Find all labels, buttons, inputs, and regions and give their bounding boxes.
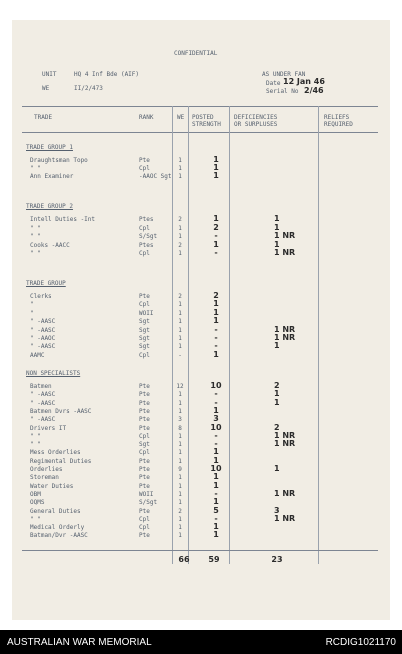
row-deficiency: 1 (274, 389, 280, 399)
row-we: 3 (178, 416, 182, 424)
date-value: 12 Jan 46 (283, 77, 325, 86)
row-posted: - (214, 439, 218, 449)
row-deficiency: 1 NR (274, 248, 296, 257)
row-posted: 1 (213, 480, 219, 490)
row-trade: Intell Duties -Int (30, 216, 96, 223)
row-trade: " -AASC (30, 391, 56, 399)
header-top-rule (22, 106, 378, 107)
row-trade: Regimental Duties (30, 457, 92, 465)
row-deficiency: 1 (274, 214, 280, 223)
row-we: 2 (178, 507, 182, 515)
row-rank: Pte (139, 416, 150, 424)
row-deficiency: 1 (274, 341, 280, 351)
row-posted: 1 (213, 239, 219, 249)
row-trade: Batmen Dvrs -AASC (30, 407, 92, 415)
row-posted: 1 (213, 349, 219, 359)
col-def-1: DEFICIENCIES (234, 114, 278, 121)
row-rank: Pte (139, 532, 150, 540)
row-trade: " (30, 309, 34, 317)
row-trade: " -AAOC (30, 335, 56, 342)
unit-label: UNIT (42, 71, 57, 78)
row-posted: 1 (213, 497, 219, 507)
row-posted: 1 (213, 299, 219, 309)
row-trade: Storeman (30, 474, 59, 482)
row-posted: - (214, 231, 218, 240)
col-divider-rank-we (172, 106, 173, 564)
row-posted: 1 (213, 155, 219, 164)
row-rank: Sgt (139, 343, 150, 351)
row-we: 1 (178, 173, 182, 180)
row-we: 1 (178, 309, 182, 317)
row-posted: 2 (213, 291, 219, 300)
row-rank: Cpl (139, 301, 150, 309)
row-posted: 1 (213, 472, 219, 482)
row-posted: 10 (210, 464, 222, 473)
row-trade: General Duties (30, 507, 81, 515)
row-rank: Pte (139, 399, 150, 407)
row-trade: Mess Orderlies (30, 449, 81, 457)
row-trade: " " (30, 224, 41, 232)
total-we: 66 (178, 555, 190, 564)
col-reliefs-2: REQUIRED (324, 121, 353, 128)
row-trade: " -AASC (30, 343, 56, 351)
row-deficiency: 1 NR (274, 324, 296, 334)
row-posted: 1 (213, 214, 219, 223)
row-posted: 5 (213, 505, 219, 515)
row-rank: WOII (139, 309, 154, 317)
col-reliefs-1: RELIEFS (324, 114, 350, 121)
row-trade: " " (30, 441, 41, 449)
section-heading: TRADE GROUP 2 (26, 203, 73, 210)
row-posted: - (214, 513, 218, 523)
row-deficiency: 1 (274, 397, 280, 407)
row-we: 1 (178, 391, 182, 399)
row-rank: Cpl (139, 449, 150, 457)
as-at-label: AS UNDER FAN (262, 71, 306, 78)
archive-name: AUSTRALIAN WAR MEMORIAL (7, 637, 152, 648)
row-rank: Ptes (139, 241, 154, 249)
col-divider-def-reliefs (318, 106, 319, 564)
row-rank: Cpl (139, 524, 150, 532)
row-rank: Sgt (139, 326, 150, 334)
row-rank: Cpl (139, 250, 150, 257)
row-deficiency: 1 (274, 239, 280, 249)
row-rank: Cpl (139, 165, 150, 172)
col-we: WE (177, 114, 185, 121)
row-posted: - (214, 324, 218, 334)
row-trade: " " (30, 250, 41, 257)
row-rank: Pte (139, 424, 150, 432)
row-posted: 10 (210, 381, 222, 390)
row-we: 2 (178, 293, 182, 300)
row-trade: Ann Examiner (30, 173, 74, 180)
row-posted: 1 (213, 447, 219, 457)
date-label: Date (266, 80, 281, 87)
header-bottom-rule (22, 132, 378, 133)
row-deficiency: 1 NR (274, 439, 296, 449)
row-we: 2 (178, 241, 182, 249)
row-rank: Cpl (139, 432, 150, 440)
row-we: 1 (178, 441, 182, 449)
row-we: 1 (178, 490, 182, 498)
row-rank: Pte (139, 407, 150, 415)
row-posted: - (214, 341, 218, 351)
row-posted: 1 (213, 163, 219, 172)
col-rank: RANK (139, 114, 154, 121)
row-deficiency: 1 NR (274, 430, 296, 440)
we-value: II/2/473 (74, 85, 103, 92)
row-trade: " -AASC (30, 399, 56, 407)
row-posted: 1 (213, 522, 219, 532)
we-label: WE (42, 85, 50, 92)
archive-footer (0, 630, 402, 654)
row-we: 1 (178, 165, 182, 172)
row-we: 8 (178, 424, 182, 432)
row-rank: Pte (139, 507, 150, 515)
row-rank: WOII (139, 490, 154, 498)
row-we: 1 (178, 224, 182, 232)
row-posted: - (214, 397, 218, 407)
row-trade: Cooks -AACC (30, 241, 70, 249)
row-we: - (178, 351, 182, 359)
row-posted: - (214, 488, 218, 498)
row-we: 1 (178, 532, 182, 540)
serial-value: 2/46 (304, 86, 324, 95)
row-rank: -AAOC Sgt (139, 173, 172, 180)
row-we: 1 (178, 499, 182, 507)
row-deficiency: 1 (274, 464, 280, 473)
row-rank: Pte (139, 157, 150, 164)
row-posted: - (214, 248, 218, 257)
row-posted: 10 (210, 422, 222, 432)
row-trade: OBM (30, 490, 41, 498)
section-heading: NON SPECIALISTS (26, 370, 81, 377)
row-we: 1 (178, 250, 182, 257)
row-we: 1 (178, 474, 182, 482)
row-rank: S/Sgt (139, 233, 158, 240)
row-trade: AAMC (30, 351, 45, 359)
row-trade: " " (30, 515, 41, 523)
row-rank: Pte (139, 482, 150, 490)
row-rank: Cpl (139, 351, 150, 359)
row-deficiency: 1 NR (274, 231, 296, 240)
row-rank: Cpl (139, 224, 150, 232)
col-posted-2: STRENGTH (192, 121, 221, 128)
row-we: 1 (178, 343, 182, 351)
col-trade: TRADE (34, 114, 53, 121)
row-deficiency: 3 (274, 505, 280, 515)
serial-label: Serial No (266, 88, 299, 95)
row-we: 12 (176, 383, 184, 390)
row-trade: Draughtsman Topo (30, 157, 88, 164)
row-trade: Water Duties (30, 482, 74, 490)
col-def-2: OR SURPLUSES (234, 121, 278, 128)
col-divider-posted-def (229, 106, 230, 564)
row-we: 1 (178, 157, 182, 164)
row-we: 1 (178, 335, 182, 342)
row-rank: Sgt (139, 441, 150, 449)
row-trade: " -AASC (30, 318, 56, 326)
row-rank: S/Sgt (139, 499, 158, 507)
row-rank: Cpl (139, 515, 150, 523)
document-sheet (12, 20, 390, 620)
row-we: 2 (178, 216, 182, 223)
classification-heading: CONFIDENTIAL (174, 50, 218, 57)
row-we: 1 (178, 407, 182, 415)
row-deficiency: 2 (274, 422, 280, 432)
row-trade: Clerks (30, 293, 52, 300)
total-deficiencies: 23 (271, 555, 283, 564)
row-posted: 1 (213, 171, 219, 180)
totals-rule (22, 550, 378, 551)
row-we: 1 (178, 301, 182, 309)
row-trade: " " (30, 233, 41, 240)
row-trade: OQMS (30, 499, 45, 507)
row-posted: 1 (213, 530, 219, 540)
section-heading: TRADE GROUP 1 (26, 144, 73, 151)
row-rank: Pte (139, 293, 150, 300)
row-posted: 1 (213, 307, 219, 317)
row-trade: Batman/Dvr -AASC (30, 532, 88, 540)
row-rank: Pte (139, 466, 150, 473)
row-rank: Sgt (139, 318, 150, 326)
col-divider-we-posted (188, 106, 189, 564)
total-posted: 59 (208, 555, 220, 564)
row-we: 1 (178, 449, 182, 457)
row-rank: Pte (139, 474, 150, 482)
row-deficiency: 1 NR (274, 488, 296, 498)
row-we: 1 (178, 515, 182, 523)
row-deficiency: 1 NR (274, 513, 296, 523)
row-posted: - (214, 389, 218, 399)
row-trade: " (30, 301, 34, 309)
row-we: 1 (178, 233, 182, 240)
row-we: 1 (178, 399, 182, 407)
row-posted: 2 (213, 222, 219, 232)
row-rank: Pte (139, 383, 150, 390)
row-we: 1 (178, 326, 182, 334)
row-posted: 1 (213, 316, 219, 326)
col-posted-1: POSTED (192, 114, 214, 121)
row-posted: - (214, 333, 218, 342)
row-posted: 1 (213, 405, 219, 415)
row-we: 1 (178, 318, 182, 326)
row-posted: 3 (213, 414, 219, 424)
row-rank: Pte (139, 457, 150, 465)
row-rank: Ptes (139, 216, 154, 223)
row-we: 1 (178, 432, 182, 440)
row-we: 1 (178, 457, 182, 465)
row-deficiency: 1 (274, 222, 280, 232)
row-posted: - (214, 430, 218, 440)
row-we: 9 (178, 466, 182, 473)
unit-value: HQ 4 Inf Bde (AIF) (74, 71, 140, 78)
row-trade: Drivers IT (30, 424, 67, 432)
row-rank: Sgt (139, 335, 150, 342)
section-heading: TRADE GROUP (26, 280, 66, 287)
row-trade: Batmen (30, 383, 52, 390)
row-we: 1 (178, 482, 182, 490)
row-trade: " -AASC (30, 416, 56, 424)
row-posted: 1 (213, 455, 219, 465)
row-rank: Pte (139, 391, 150, 399)
row-trade: " -AASC (30, 326, 56, 334)
row-trade: Medical Orderly (30, 524, 85, 532)
row-trade: " " (30, 165, 41, 172)
archive-reference: RCDIG1021170 (325, 637, 396, 648)
row-trade: Orderlies (30, 466, 63, 473)
row-we: 1 (178, 524, 182, 532)
row-deficiency: 1 NR (274, 333, 296, 342)
row-trade: " " (30, 432, 41, 440)
row-deficiency: 2 (274, 381, 280, 390)
